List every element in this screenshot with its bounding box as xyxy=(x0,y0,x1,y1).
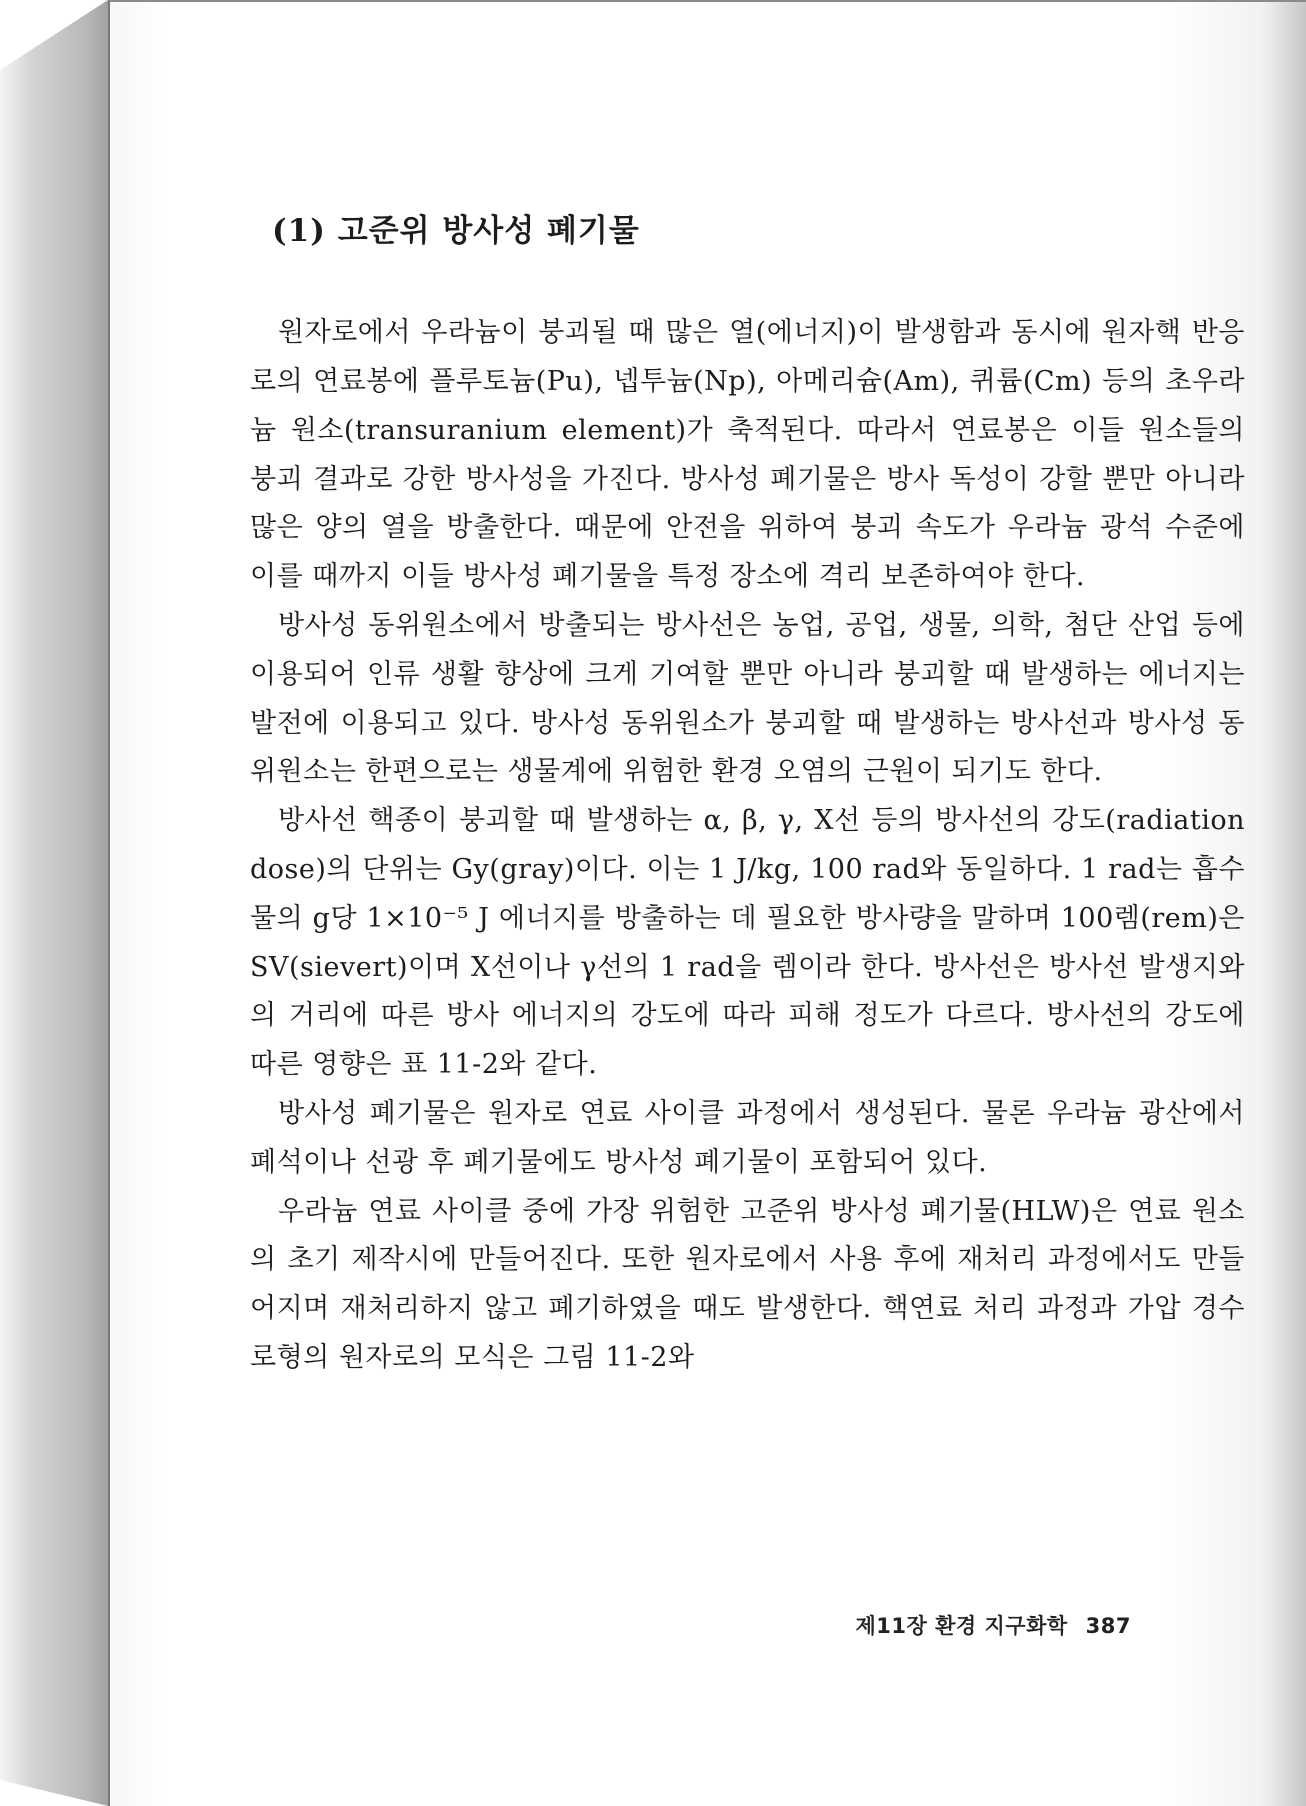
page-edge-shadow xyxy=(1266,2,1306,1806)
section-title: (1) 고준위 방사성 폐기물 xyxy=(272,213,640,249)
book-spine-edge xyxy=(0,0,115,1806)
page-number: 387 xyxy=(1085,1614,1131,1638)
paragraph-4: 방사성 폐기물은 원자로 연료 사이클 과정에서 생성된다. 물론 우라늄 광산에서 폐석이나 선광 후 폐기물에도 방사성 폐기물이 포함되어 있다. xyxy=(250,1098,1245,1178)
paragraph-2: 방사성 동위원소에서 방출되는 방사선은 농업, 공업, 생물, 의학, 첨단 산업 등에 이용되어 인류 생활 향상에 크게 기여할 뿐만 아니라 붕괴할 때 발생하는 에너지는 발전에 이용되고 있다. 방사성 동위원소가 붕괴할 때 발생하는 방사선과 방사성 동위원소는 한편으로는 생물계에 위험한 환경 오염의 근원이 되기도 한다. xyxy=(250,610,1245,788)
book-page xyxy=(108,0,1306,1806)
chapter-title: 제11장 환경 지구화학 xyxy=(855,1614,1068,1638)
paragraph-5: 우라늄 연료 사이클 중에 가장 위험한 고준위 방사성 폐기물(HLW)은 연료 원소의 초기 제작시에 만들어진다. 또한 원자로에서 사용 후에 재처리 과정에서도 만들어지며 재처리하지 않고 폐기하였을 때도 발생한다. 핵연료 처리 과정과 가압 경수로형의 원자로의 모식은 그림 11-2와 xyxy=(250,1195,1245,1374)
paragraph-3: 방사선 핵종이 붕괴할 때 발생하는 α, β, γ, X선 등의 방사선의 강도(radiation dose)의 단위는 Gy(gray)이다. 이는 1 J/kg, 100 rad와 동일하다. 1 rad는 흡수물의 g당 1×10⁻⁵ J 에너지를 방출하는 데 필요한 방사량을 말하며 100렘(rem)은 SV(sievert)이며 X선이나 γ선의 1 rad을 렘이라 한다. 방사선은 방사선 발생지와의 거리에 따른 방사 에너지의 강도에 따라 피해 정도가 다르다. 방사선의 강도에 따른 영향은 표 11-2와 같다. xyxy=(250,805,1245,1081)
page-footer xyxy=(856,1610,1131,1640)
page-content xyxy=(250,197,1245,1383)
body-text xyxy=(250,309,1245,1383)
paragraph-1: 원자로에서 우라늄이 붕괴될 때 많은 열(에너지)이 발생함과 동시에 원자핵 반응로의 연료봉에 플루토늄(Pu), 넵투늄(Np), 아메리슘(Am), 퀴륨(Cm) 등의 초우라늄 원소(transuranium element)가 축적된다. 따라서 연료봉은 이들 원소들의 붕괴 결과로 강한 방사성을 가진다. 방사성 폐기물은 방사 독성이 강할 뿐만 아니라 많은 양의 열을 방출한다. 때문에 안전을 위하여 붕괴 속도가 우라늄 광석 수준에 이를 때까지 이들 방사성 폐기물을 특정 장소에 격리 보존하여야 한다. xyxy=(250,317,1245,593)
